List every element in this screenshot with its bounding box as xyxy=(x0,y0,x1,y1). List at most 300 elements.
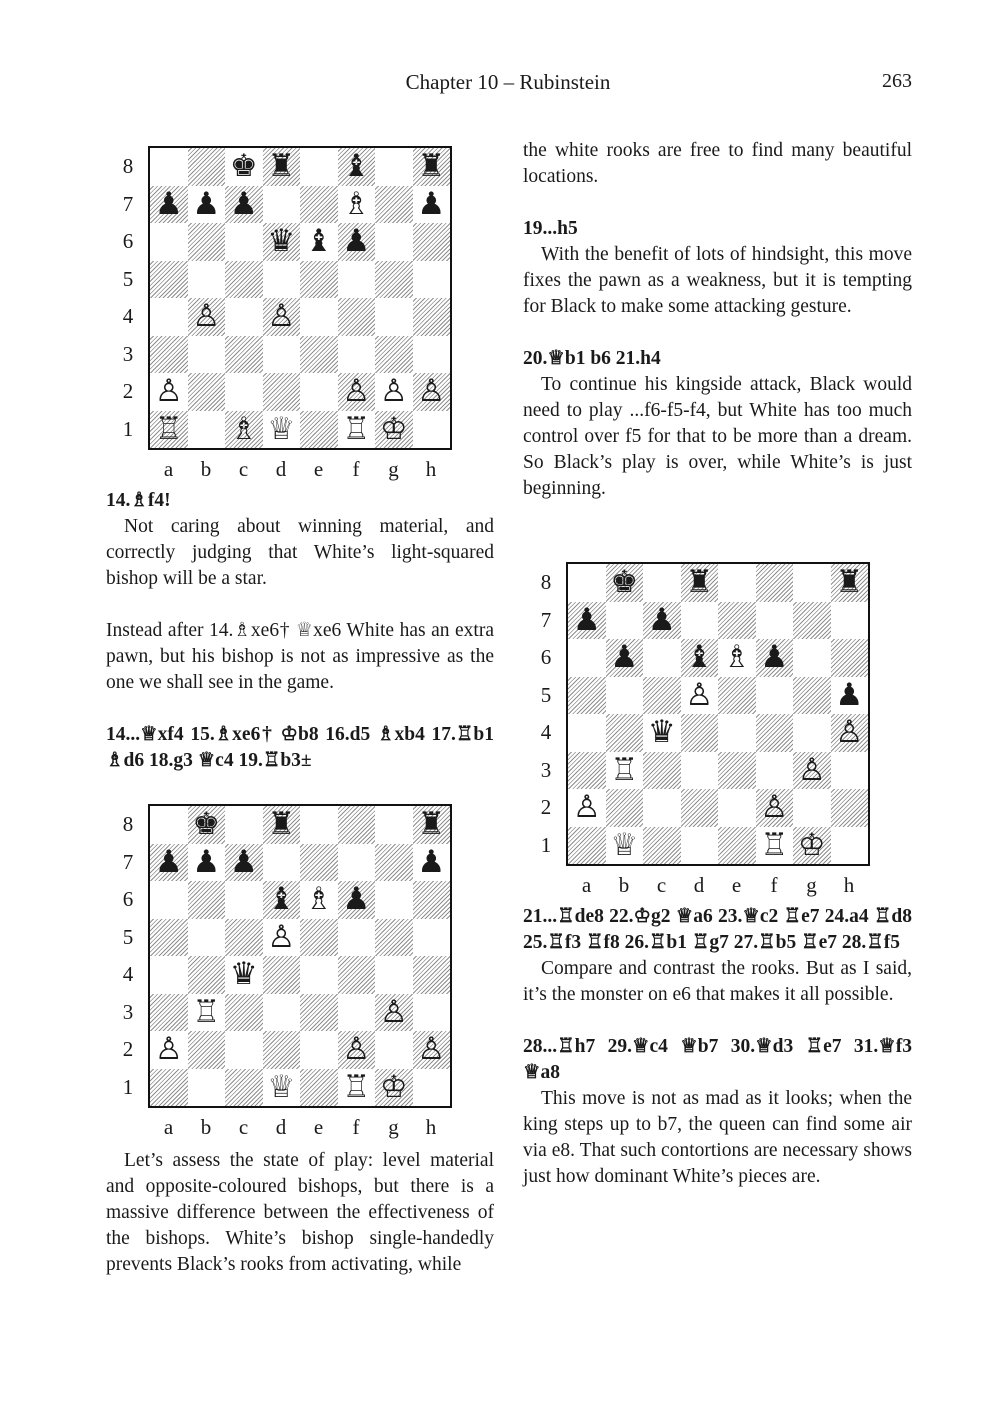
file-label: f xyxy=(352,1115,360,1139)
chess-piece: ♝ xyxy=(304,223,333,260)
chapter-title: Chapter 10 – Rubinstein xyxy=(405,70,611,94)
square-c8 xyxy=(225,806,263,844)
chess-piece: ♙ xyxy=(267,298,296,335)
rank-label: 4 xyxy=(540,720,552,744)
chess-piece: ♝ xyxy=(342,148,371,185)
square-d1 xyxy=(263,1069,301,1107)
chess-piece: ♗ xyxy=(229,410,258,447)
square-d2 xyxy=(263,1031,301,1069)
square-a8 xyxy=(568,564,606,602)
square-c8 xyxy=(643,564,681,602)
file-label: g xyxy=(388,1115,399,1139)
chess-piece: ♜ xyxy=(417,806,446,843)
chess-piece: ♕ xyxy=(267,410,296,447)
square-g2 xyxy=(375,373,413,411)
chess-piece: ♟ xyxy=(342,881,371,918)
square-a6 xyxy=(150,223,188,261)
file-label: d xyxy=(693,873,705,897)
square-c3 xyxy=(225,336,263,374)
square-h5 xyxy=(413,261,451,299)
chess-piece: ♟ xyxy=(572,601,601,638)
file-label: h xyxy=(425,1115,437,1139)
file-label: c xyxy=(656,873,667,897)
square-g5 xyxy=(375,261,413,299)
square-h3 xyxy=(413,336,451,374)
square-b6 xyxy=(188,223,226,261)
square-h1 xyxy=(413,411,451,449)
square-b8 xyxy=(188,148,226,186)
file-label: e xyxy=(313,1115,324,1139)
square-e5 xyxy=(300,919,338,957)
square-e8 xyxy=(300,148,338,186)
chess-board xyxy=(148,146,452,450)
square-b6 xyxy=(188,881,226,919)
chess-piece: ♙ xyxy=(417,373,446,410)
file-label: e xyxy=(313,457,324,481)
paragraph: Instead after 14.♗xe6† ♕xe6 White has an extra pawn, but his bishop is not as impressive as the one we shall see in the game. xyxy=(106,620,494,693)
rank-label: 7 xyxy=(122,191,134,216)
square-f6 xyxy=(338,881,376,919)
square-b4 xyxy=(188,298,226,336)
square-d6 xyxy=(263,223,301,261)
square-a5 xyxy=(568,677,606,715)
square-a1 xyxy=(150,411,188,449)
square-f3 xyxy=(756,752,794,790)
square-f8 xyxy=(756,564,794,602)
rank-label: 8 xyxy=(540,570,552,594)
chess-piece: ♟ xyxy=(342,223,371,260)
square-g7 xyxy=(375,186,413,224)
file-label: g xyxy=(806,873,817,897)
rank-label: 7 xyxy=(540,607,552,632)
square-g1 xyxy=(793,827,831,865)
rank-label: 1 xyxy=(122,1074,134,1099)
square-e7 xyxy=(300,844,338,882)
move-text: 14...♕xf4 15.♗xe6† ♔b8 16.d5 ♗xb4 17.♖b1 ♗d6 18.g3 ♕c4 19.♖b3± xyxy=(106,724,494,771)
square-c3 xyxy=(643,752,681,790)
square-a7 xyxy=(568,602,606,640)
square-c1 xyxy=(225,411,263,449)
square-d7 xyxy=(263,186,301,224)
left-column-bottom xyxy=(106,1148,494,1278)
file-label: f xyxy=(352,457,360,481)
square-g1 xyxy=(375,1069,413,1107)
square-c5 xyxy=(225,919,263,957)
square-c2 xyxy=(225,1031,263,1069)
paragraph: With the benefit of lots of hindsight, this move fixes the pawn as a weakness, but it is tempting for Black to make some attacking gesture. xyxy=(523,244,912,317)
square-h3 xyxy=(413,994,451,1032)
square-d7 xyxy=(263,844,301,882)
square-a6 xyxy=(150,881,188,919)
square-g8 xyxy=(375,806,413,844)
square-a1 xyxy=(568,827,606,865)
chess-piece: ♜ xyxy=(267,806,296,843)
square-h4 xyxy=(413,956,451,994)
chess-piece: ♚ xyxy=(229,148,258,185)
square-g5 xyxy=(375,919,413,957)
chess-piece: ♙ xyxy=(685,676,714,713)
chess-piece: ♙ xyxy=(154,373,183,410)
square-c5 xyxy=(643,677,681,715)
running-header xyxy=(0,70,1000,100)
square-a3 xyxy=(568,752,606,790)
rank-label: 2 xyxy=(540,795,552,819)
paragraph: Not caring about winning material, and correctly judging that White’s light-squared bishop will be a star. xyxy=(106,516,494,589)
square-g3 xyxy=(793,752,831,790)
file-label: b xyxy=(200,457,212,481)
square-g4 xyxy=(375,298,413,336)
rank-label: 5 xyxy=(122,266,134,291)
square-h2 xyxy=(413,373,451,411)
square-a8 xyxy=(150,806,188,844)
square-b3 xyxy=(188,336,226,374)
square-b4 xyxy=(188,956,226,994)
square-c3 xyxy=(225,994,263,1032)
square-e7 xyxy=(718,602,756,640)
square-g8 xyxy=(375,148,413,186)
square-e5 xyxy=(718,677,756,715)
square-b1 xyxy=(188,411,226,449)
paragraph: To continue his kingside attack, Black would need to play ...f6-f5-f4, but White has too much control over f5 for that to be more than a dream. So Black’s play is over, while White’s is just beginning. xyxy=(523,374,912,499)
move-text: 28...♖h7 29.♕c4 ♕b7 30.♕d3 ♖e7 31.♕f3 ♕a8 xyxy=(523,1036,912,1083)
square-d4 xyxy=(263,956,301,994)
rank-label: 3 xyxy=(122,999,134,1024)
chess-piece: ♕ xyxy=(610,826,639,863)
square-h3 xyxy=(831,752,869,790)
file-label: h xyxy=(425,457,437,481)
chess-piece: ♖ xyxy=(154,410,183,447)
square-h2 xyxy=(413,1031,451,1069)
chess-piece: ♝ xyxy=(267,881,296,918)
square-d6 xyxy=(263,881,301,919)
chess-piece: ♗ xyxy=(304,881,333,918)
square-a2 xyxy=(568,789,606,827)
square-f6 xyxy=(756,639,794,677)
square-b5 xyxy=(606,677,644,715)
square-d3 xyxy=(681,752,719,790)
square-h8 xyxy=(413,148,451,186)
square-f2 xyxy=(338,1031,376,1069)
square-f7 xyxy=(338,186,376,224)
chess-piece: ♟ xyxy=(417,843,446,880)
chess-piece: ♖ xyxy=(342,1068,371,1105)
paragraph: the white rooks are free to find many beautiful locations. xyxy=(523,140,912,187)
square-f1 xyxy=(756,827,794,865)
chess-piece: ♟ xyxy=(610,639,639,676)
square-h2 xyxy=(831,789,869,827)
chess-diagram-3 xyxy=(536,558,876,898)
square-e6 xyxy=(718,639,756,677)
file-label: e xyxy=(731,873,742,897)
paragraph: Compare and contrast the rooks. But as I said, it’s the monster on e6 that makes it all possible. xyxy=(523,958,912,1005)
chess-piece: ♟ xyxy=(647,601,676,638)
square-c6 xyxy=(643,639,681,677)
square-f5 xyxy=(338,919,376,957)
chess-piece: ♕ xyxy=(267,1068,296,1105)
square-g2 xyxy=(793,789,831,827)
square-b2 xyxy=(188,373,226,411)
square-d8 xyxy=(263,806,301,844)
square-g6 xyxy=(793,639,831,677)
right-column-bottom xyxy=(523,904,912,1190)
square-g5 xyxy=(793,677,831,715)
square-d3 xyxy=(263,994,301,1032)
file-label: f xyxy=(770,873,778,897)
file-label: a xyxy=(163,457,174,481)
chess-piece: ♜ xyxy=(685,564,714,601)
square-d5 xyxy=(263,261,301,299)
square-c7 xyxy=(225,844,263,882)
square-c7 xyxy=(643,602,681,640)
chess-piece: ♟ xyxy=(760,639,789,676)
paragraph: This move is not as mad as it looks; when the king steps up to b7, the queen can find some air via e8. That such contortions are necessary shows just how dominant White’s pieces are. xyxy=(523,1088,912,1187)
square-b6 xyxy=(606,639,644,677)
square-c2 xyxy=(225,373,263,411)
chess-piece: ♗ xyxy=(342,185,371,222)
square-b1 xyxy=(606,827,644,865)
chess-piece: ♔ xyxy=(797,826,826,863)
square-c4 xyxy=(643,714,681,752)
square-a5 xyxy=(150,261,188,299)
square-a3 xyxy=(150,336,188,374)
rank-label: 4 xyxy=(122,304,134,328)
square-g3 xyxy=(375,336,413,374)
square-h7 xyxy=(413,186,451,224)
rank-label: 7 xyxy=(122,849,134,874)
square-e3 xyxy=(718,752,756,790)
paragraph: Let’s assess the state of play: level material and opposite-coloured bishops, but there is a massive difference between the effectiveness of the bishops. White’s bishop single-handedly prevents Black’s rooks from activating, while xyxy=(106,1150,494,1275)
page-number: 263 xyxy=(882,70,912,92)
file-label: b xyxy=(618,873,630,897)
chess-piece: ♟ xyxy=(229,185,258,222)
square-g1 xyxy=(375,411,413,449)
square-d8 xyxy=(681,564,719,602)
chess-piece: ♟ xyxy=(417,185,446,222)
square-h7 xyxy=(413,844,451,882)
chess-piece: ♙ xyxy=(417,1031,446,1068)
chess-piece: ♙ xyxy=(797,751,826,788)
square-g7 xyxy=(793,602,831,640)
square-b7 xyxy=(188,844,226,882)
square-d1 xyxy=(681,827,719,865)
square-g7 xyxy=(375,844,413,882)
square-f8 xyxy=(338,806,376,844)
square-b2 xyxy=(606,789,644,827)
move-text: 21...♖de8 22.♔g2 ♕a6 23.♕c2 ♖e7 24.a4 ♖d8 25.♖f3 ♖f8 26.♖b1 ♖g7 27.♖b5 ♖e7 28.♖f5 xyxy=(523,906,912,953)
square-g4 xyxy=(375,956,413,994)
square-g6 xyxy=(375,223,413,261)
chess-piece: ♙ xyxy=(572,789,601,826)
square-a1 xyxy=(150,1069,188,1107)
square-f6 xyxy=(338,223,376,261)
square-e8 xyxy=(300,806,338,844)
rank-label: 3 xyxy=(540,757,552,782)
square-e1 xyxy=(300,1069,338,1107)
chess-piece: ♖ xyxy=(342,410,371,447)
square-d7 xyxy=(681,602,719,640)
square-h1 xyxy=(831,827,869,865)
square-f7 xyxy=(338,844,376,882)
square-f1 xyxy=(338,1069,376,1107)
square-h6 xyxy=(831,639,869,677)
square-a7 xyxy=(150,186,188,224)
rank-label: 2 xyxy=(122,1037,134,1061)
chess-piece: ♔ xyxy=(379,1068,408,1105)
square-b8 xyxy=(188,806,226,844)
square-f4 xyxy=(338,956,376,994)
rank-label: 6 xyxy=(540,645,552,669)
chess-piece: ♖ xyxy=(760,826,789,863)
square-e4 xyxy=(300,956,338,994)
square-b7 xyxy=(188,186,226,224)
move-text: 20.♕b1 b6 21.h4 xyxy=(523,348,661,369)
chess-piece: ♜ xyxy=(417,148,446,185)
square-h1 xyxy=(413,1069,451,1107)
chess-piece: ♟ xyxy=(229,843,258,880)
square-e3 xyxy=(300,994,338,1032)
square-a2 xyxy=(150,1031,188,1069)
file-label: h xyxy=(843,873,855,897)
chess-piece: ♚ xyxy=(192,806,221,843)
square-f7 xyxy=(756,602,794,640)
chess-piece: ♟ xyxy=(192,843,221,880)
square-d3 xyxy=(263,336,301,374)
square-e6 xyxy=(300,223,338,261)
chess-piece: ♝ xyxy=(685,639,714,676)
right-column-top xyxy=(523,138,912,502)
square-h4 xyxy=(413,298,451,336)
square-c4 xyxy=(225,298,263,336)
square-e8 xyxy=(718,564,756,602)
rank-label: 5 xyxy=(540,682,552,707)
square-d8 xyxy=(263,148,301,186)
square-f2 xyxy=(756,789,794,827)
square-a2 xyxy=(150,373,188,411)
square-a4 xyxy=(568,714,606,752)
square-e1 xyxy=(718,827,756,865)
square-e4 xyxy=(718,714,756,752)
file-label: d xyxy=(275,1115,287,1139)
rank-label: 5 xyxy=(122,924,134,949)
square-b1 xyxy=(188,1069,226,1107)
file-label: g xyxy=(388,457,399,481)
square-g3 xyxy=(375,994,413,1032)
square-e4 xyxy=(300,298,338,336)
square-f3 xyxy=(338,336,376,374)
square-b7 xyxy=(606,602,644,640)
chess-piece: ♚ xyxy=(610,564,639,601)
square-h4 xyxy=(831,714,869,752)
file-label: a xyxy=(163,1115,174,1139)
move-text: 14.♗f4! xyxy=(106,490,171,511)
chess-piece: ♜ xyxy=(835,564,864,601)
rank-label: 8 xyxy=(122,154,134,178)
square-c7 xyxy=(225,186,263,224)
square-e2 xyxy=(300,373,338,411)
square-c1 xyxy=(225,1069,263,1107)
square-f5 xyxy=(338,261,376,299)
file-label: a xyxy=(581,873,592,897)
square-f2 xyxy=(338,373,376,411)
chess-board xyxy=(148,804,452,1108)
move-text: 19...h5 xyxy=(523,218,578,239)
rank-label: 4 xyxy=(122,962,134,986)
square-a8 xyxy=(150,148,188,186)
square-h6 xyxy=(413,881,451,919)
square-d6 xyxy=(681,639,719,677)
square-f5 xyxy=(756,677,794,715)
chess-piece: ♟ xyxy=(154,185,183,222)
square-f8 xyxy=(338,148,376,186)
square-h7 xyxy=(831,602,869,640)
chess-piece: ♟ xyxy=(154,843,183,880)
chess-piece: ♙ xyxy=(760,789,789,826)
square-e2 xyxy=(300,1031,338,1069)
chess-piece: ♙ xyxy=(267,918,296,955)
rank-label: 8 xyxy=(122,812,134,836)
square-b3 xyxy=(188,994,226,1032)
square-b5 xyxy=(188,919,226,957)
square-c2 xyxy=(643,789,681,827)
square-a7 xyxy=(150,844,188,882)
square-a4 xyxy=(150,298,188,336)
square-b3 xyxy=(606,752,644,790)
square-h6 xyxy=(413,223,451,261)
square-g2 xyxy=(375,1031,413,1069)
rank-label: 3 xyxy=(122,341,134,366)
chess-piece: ♛ xyxy=(647,714,676,751)
square-c6 xyxy=(225,223,263,261)
square-d4 xyxy=(681,714,719,752)
chess-diagram-2 xyxy=(118,800,458,1140)
file-label: b xyxy=(200,1115,212,1139)
rank-label: 6 xyxy=(122,229,134,253)
square-e6 xyxy=(300,881,338,919)
chess-piece: ♙ xyxy=(342,373,371,410)
square-c8 xyxy=(225,148,263,186)
chess-piece: ♟ xyxy=(192,185,221,222)
square-g6 xyxy=(375,881,413,919)
chess-piece: ♙ xyxy=(835,714,864,751)
rank-label: 2 xyxy=(122,379,134,403)
square-b2 xyxy=(188,1031,226,1069)
chess-piece: ♜ xyxy=(267,148,296,185)
square-d5 xyxy=(263,919,301,957)
file-label: c xyxy=(238,457,249,481)
square-a4 xyxy=(150,956,188,994)
square-e2 xyxy=(718,789,756,827)
square-d2 xyxy=(263,373,301,411)
square-a5 xyxy=(150,919,188,957)
square-f4 xyxy=(338,298,376,336)
square-a6 xyxy=(568,639,606,677)
square-c4 xyxy=(225,956,263,994)
chess-diagram-1 xyxy=(118,142,458,482)
chess-piece: ♙ xyxy=(154,1031,183,1068)
square-e3 xyxy=(300,336,338,374)
square-d2 xyxy=(681,789,719,827)
chess-piece: ♗ xyxy=(722,639,751,676)
square-g4 xyxy=(793,714,831,752)
square-f4 xyxy=(756,714,794,752)
square-c6 xyxy=(225,881,263,919)
square-f3 xyxy=(338,994,376,1032)
left-column-top xyxy=(106,488,494,774)
square-c5 xyxy=(225,261,263,299)
rank-label: 1 xyxy=(540,832,552,857)
rank-label: 6 xyxy=(122,887,134,911)
square-d1 xyxy=(263,411,301,449)
